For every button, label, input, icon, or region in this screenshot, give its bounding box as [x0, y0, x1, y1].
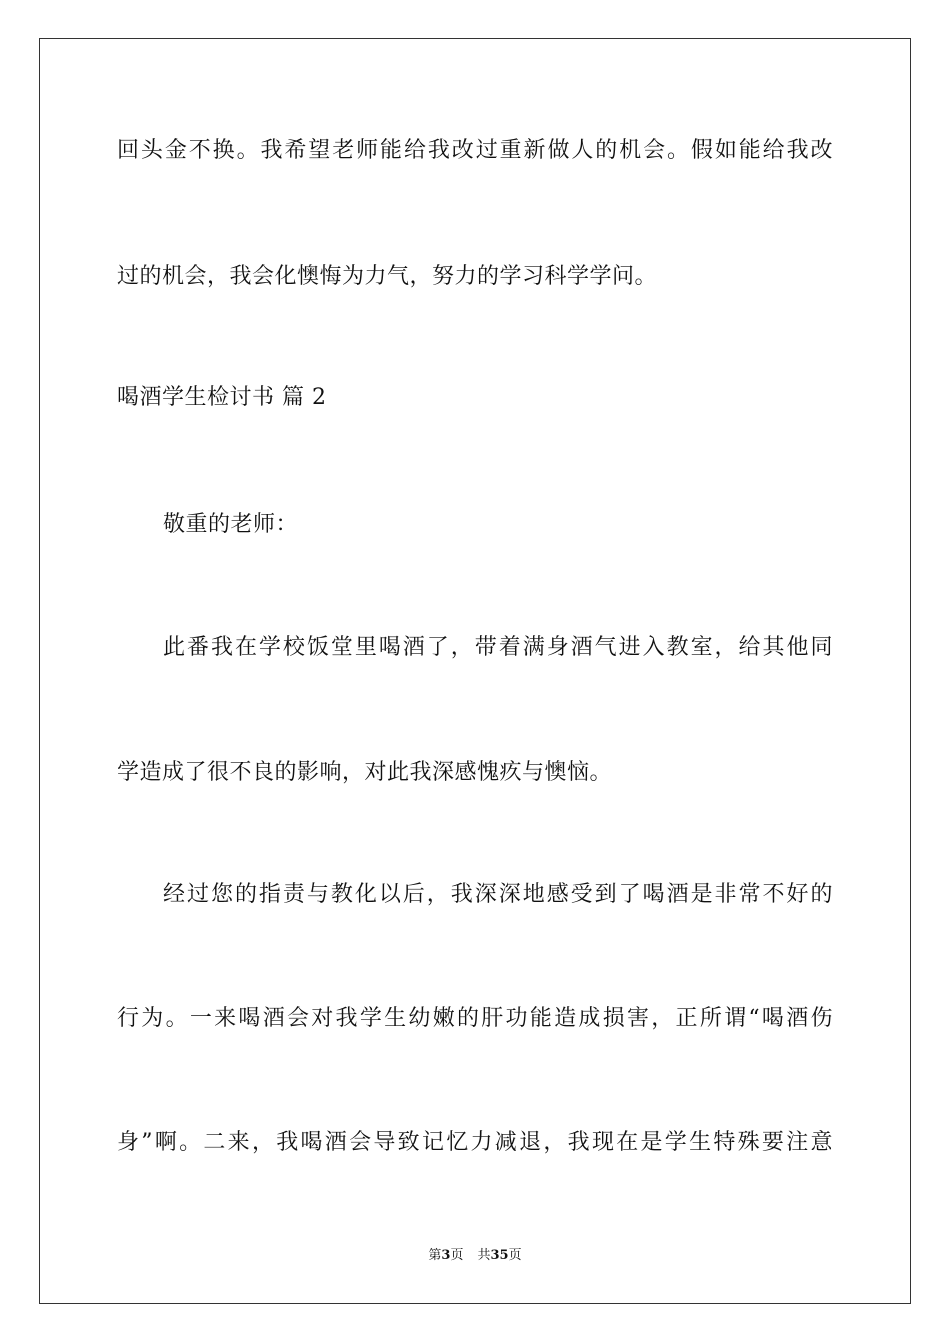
footer-total-pages: 35: [490, 1248, 509, 1263]
salutation: 敬重的老师：: [163, 512, 299, 537]
section-heading: 喝酒学生检讨书 篇 2: [117, 385, 327, 410]
page-footer: [0, 1247, 950, 1265]
body-text-line-1: 回头金不换。我希望老师能给我改过重新做人的机会。假如能给我改: [117, 138, 833, 163]
footer-total-prefix: 共: [477, 1248, 491, 1263]
footer-page-number: 3: [441, 1248, 451, 1263]
body-text-line-4: 学造成了很不良的影响，对此我深感愧疚与懊恼。: [117, 760, 613, 785]
body-text-line-6: 行为。一来喝酒会对我学生幼嫩的肝功能造成损害，正所谓“喝酒伤: [117, 1006, 833, 1031]
footer-page-suffix: 页: [450, 1248, 464, 1263]
body-text-line-7: 身”啊。二来，我喝酒会导致记忆力减退，我现在是学生特殊要注意: [117, 1130, 833, 1155]
body-text-line-3: 此番我在学校饭堂里喝酒了，带着满身酒气进入教室，给其他同: [163, 635, 833, 660]
page-border: [39, 38, 911, 1304]
footer-total-suffix: 页: [508, 1248, 522, 1263]
body-text-line-2: 过的机会，我会化懊悔为力气，努力的学习科学学问。: [117, 264, 658, 289]
body-text-line-5: 经过您的指责与教化以后，我深深地感受到了喝酒是非常不好的: [163, 882, 833, 907]
footer-page-prefix: 第: [428, 1248, 442, 1263]
